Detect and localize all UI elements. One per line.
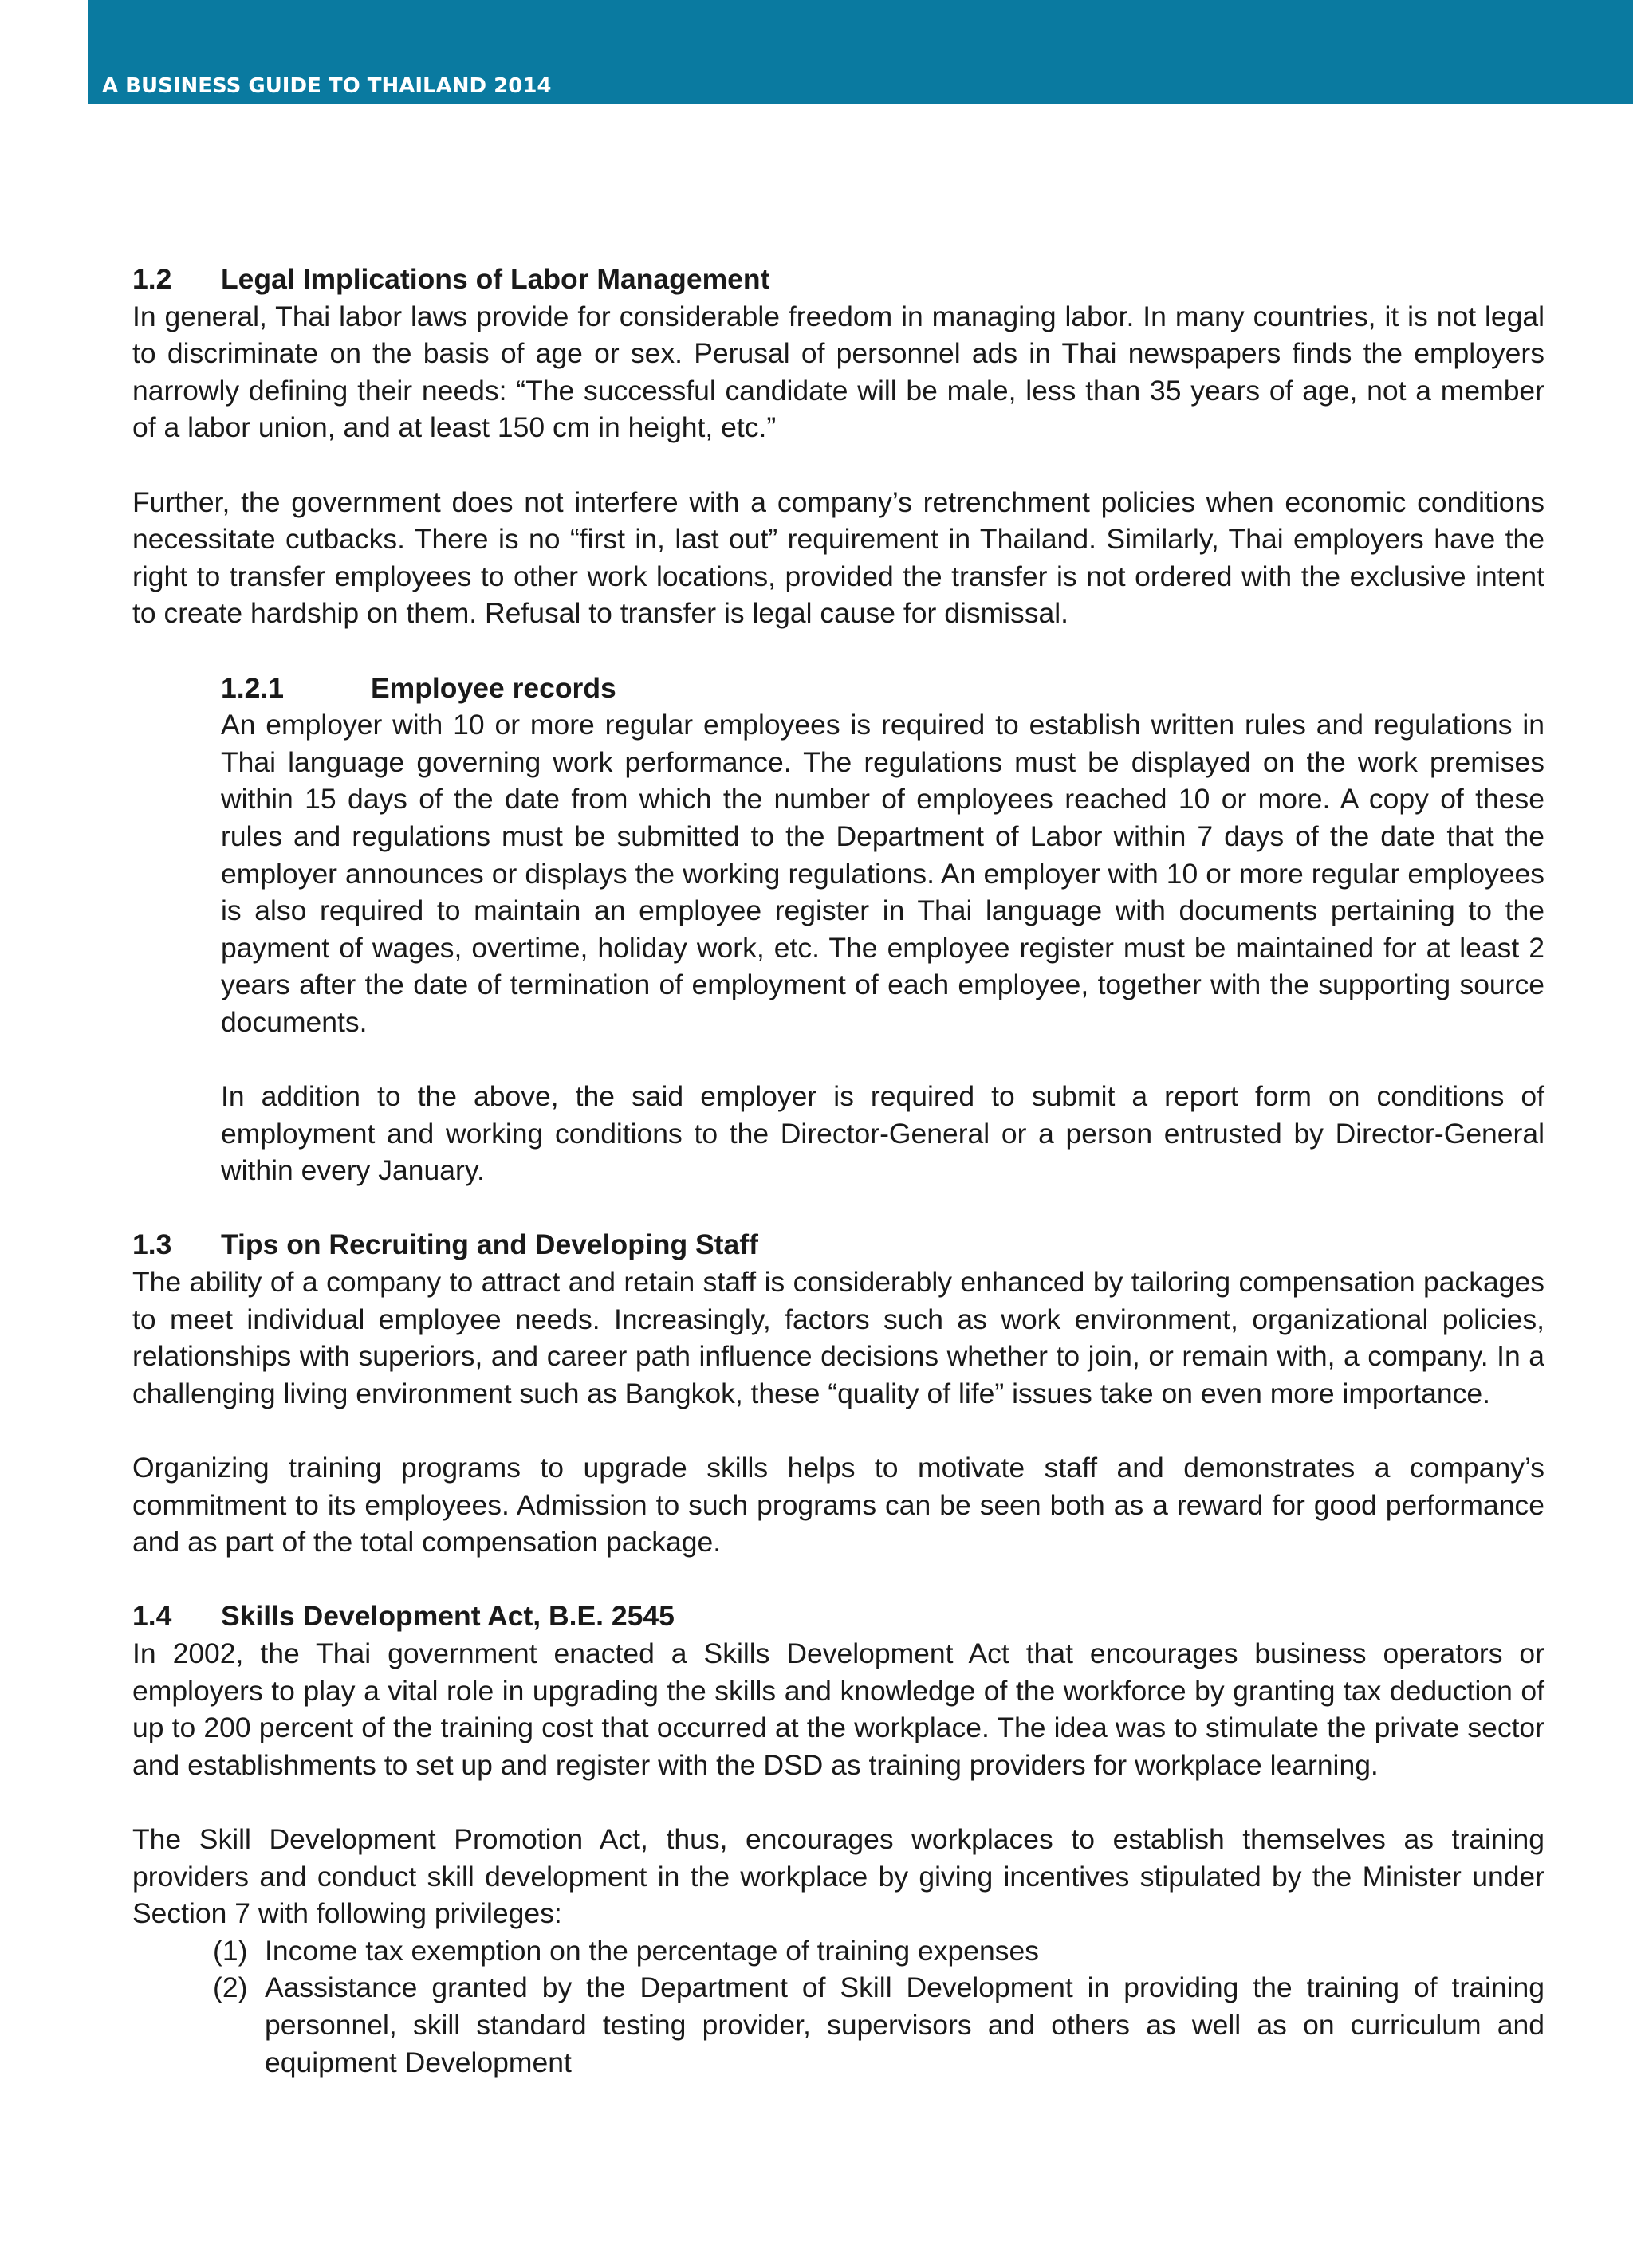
- paragraph: Organizing training programs to upgrade skills helps to motivate staff and demonstrates a company’s commitment to its employees. Admission to such programs can be seen both as a reward for good performance and as part of the total compensation package.: [132, 1452, 1544, 1559]
- paragraph: The Skill Development Promotion Act, thus, encourages workplaces to establish themselves as training providers and conduct skill development in the workplace by giving incentives stipulated by the Minister under Section 7 with following privileges:: [132, 1822, 1544, 1930]
- list-marker: (1): [213, 1934, 248, 1967]
- paragraph: Further, the government does not interfere with a company’s retrenchment policies when economic conditions necessitate cutbacks. There is no “first in, last out” requirement in Thailand. Similarly, Thai employers have the right to transfer employees to other work locations, provided the transfer is not ordered with the exclusive intent to create hardship on them. Refusal to transfer is legal cause for dismissal.: [132, 485, 1544, 630]
- subsection-number: 1.2.1: [221, 671, 284, 704]
- section-title: Skills Development Act, B.E. 2545: [221, 1600, 675, 1633]
- subsection-title: Employee records: [371, 671, 616, 704]
- list-item: [213, 1932, 1544, 1970]
- section-title: Legal Implications of Labor Management: [221, 263, 770, 295]
- list-marker: (2): [213, 1971, 248, 2004]
- subsection: [221, 670, 1544, 1189]
- section-number: 1.2: [132, 263, 172, 295]
- page-content: [132, 261, 1544, 2081]
- list-item-text: Income tax exemption on the percentage of training expenses: [265, 1934, 1039, 1967]
- paragraph: In general, Thai labor laws provide for considerable freedom in managing labor. In many countries, it is not legal to discriminate on the basis of age or sex. Perusal of personnel ads in Thai newspapers finds the employers narrowly defining their needs: “The successful candidate will be male, less than 35 years of age, not a member of a labor union, and at least 150 cm in height, etc.”: [132, 300, 1544, 444]
- section-title: Tips on Recruiting and Developing Staff: [221, 1228, 758, 1261]
- subsection-heading: [221, 670, 1544, 707]
- page-number: 92: [16, 41, 83, 96]
- paragraph: In addition to the above, the said employer is required to submit a report form on conditions of employment and working conditions to the Director-General or a person entrusted by Director-General within every January.: [221, 1080, 1544, 1187]
- paragraph: An employer with 10 or more regular employees is required to establish written rules and regulations in Thai language governing work performance. The regulations must be displayed on the work premises within 15 days of the date from which the number of employees reached 10 or more. A copy of these rules and regulations must be submitted to the Department of Labor within 7 days of the date that the employer announces or displays the working regulations. An employer with 10 or more regular employees is also required to maintain an employee register in Thai language with documents pertaining to the payment of wages, overtime, holiday work, etc. The employee register must be maintained for at least 2 years after the date of termination of employment of each employee, together with the supporting source documents.: [221, 709, 1544, 1038]
- guide-title: A BUSINESS GUIDE TO THAILAND 2014: [102, 74, 552, 98]
- section-heading: [132, 261, 1544, 298]
- section-heading: [132, 1226, 1544, 1264]
- section-heading: [132, 1598, 1544, 1635]
- section-number: 1.3: [132, 1228, 172, 1261]
- paragraph: The ability of a company to attract and retain staff is considerably enhanced by tailoring compensation packages to meet individual employee needs. Increasingly, factors such as work environment, organizational policies, relationships with superiors, and career path influence decisions whether to join, or remain with, a company. In a challenging living environment such as Bangkok, these “quality of life” issues take on even more importance.: [132, 1266, 1544, 1409]
- section-number: 1.4: [132, 1600, 172, 1633]
- list-item-text: Aassistance granted by the Department of Skill Development in providing the training of training personnel, skill standard testing provider, supervisors and others as well as on curriculum and equipment Development: [265, 1971, 1544, 2078]
- paragraph: In 2002, the Thai government enacted a Skills Development Act that encourages business operators or employers to play a vital role in upgrading the skills and knowledge of the workforce by granting tax deduction of up to 200 percent of the training cost that occurred at the workplace. The idea was to stimulate the private sector and establishments to set up and register with the DSD as training providers for workplace learning.: [132, 1637, 1544, 1781]
- list-item: [213, 1969, 1544, 2081]
- privileges-list: [132, 1932, 1544, 2081]
